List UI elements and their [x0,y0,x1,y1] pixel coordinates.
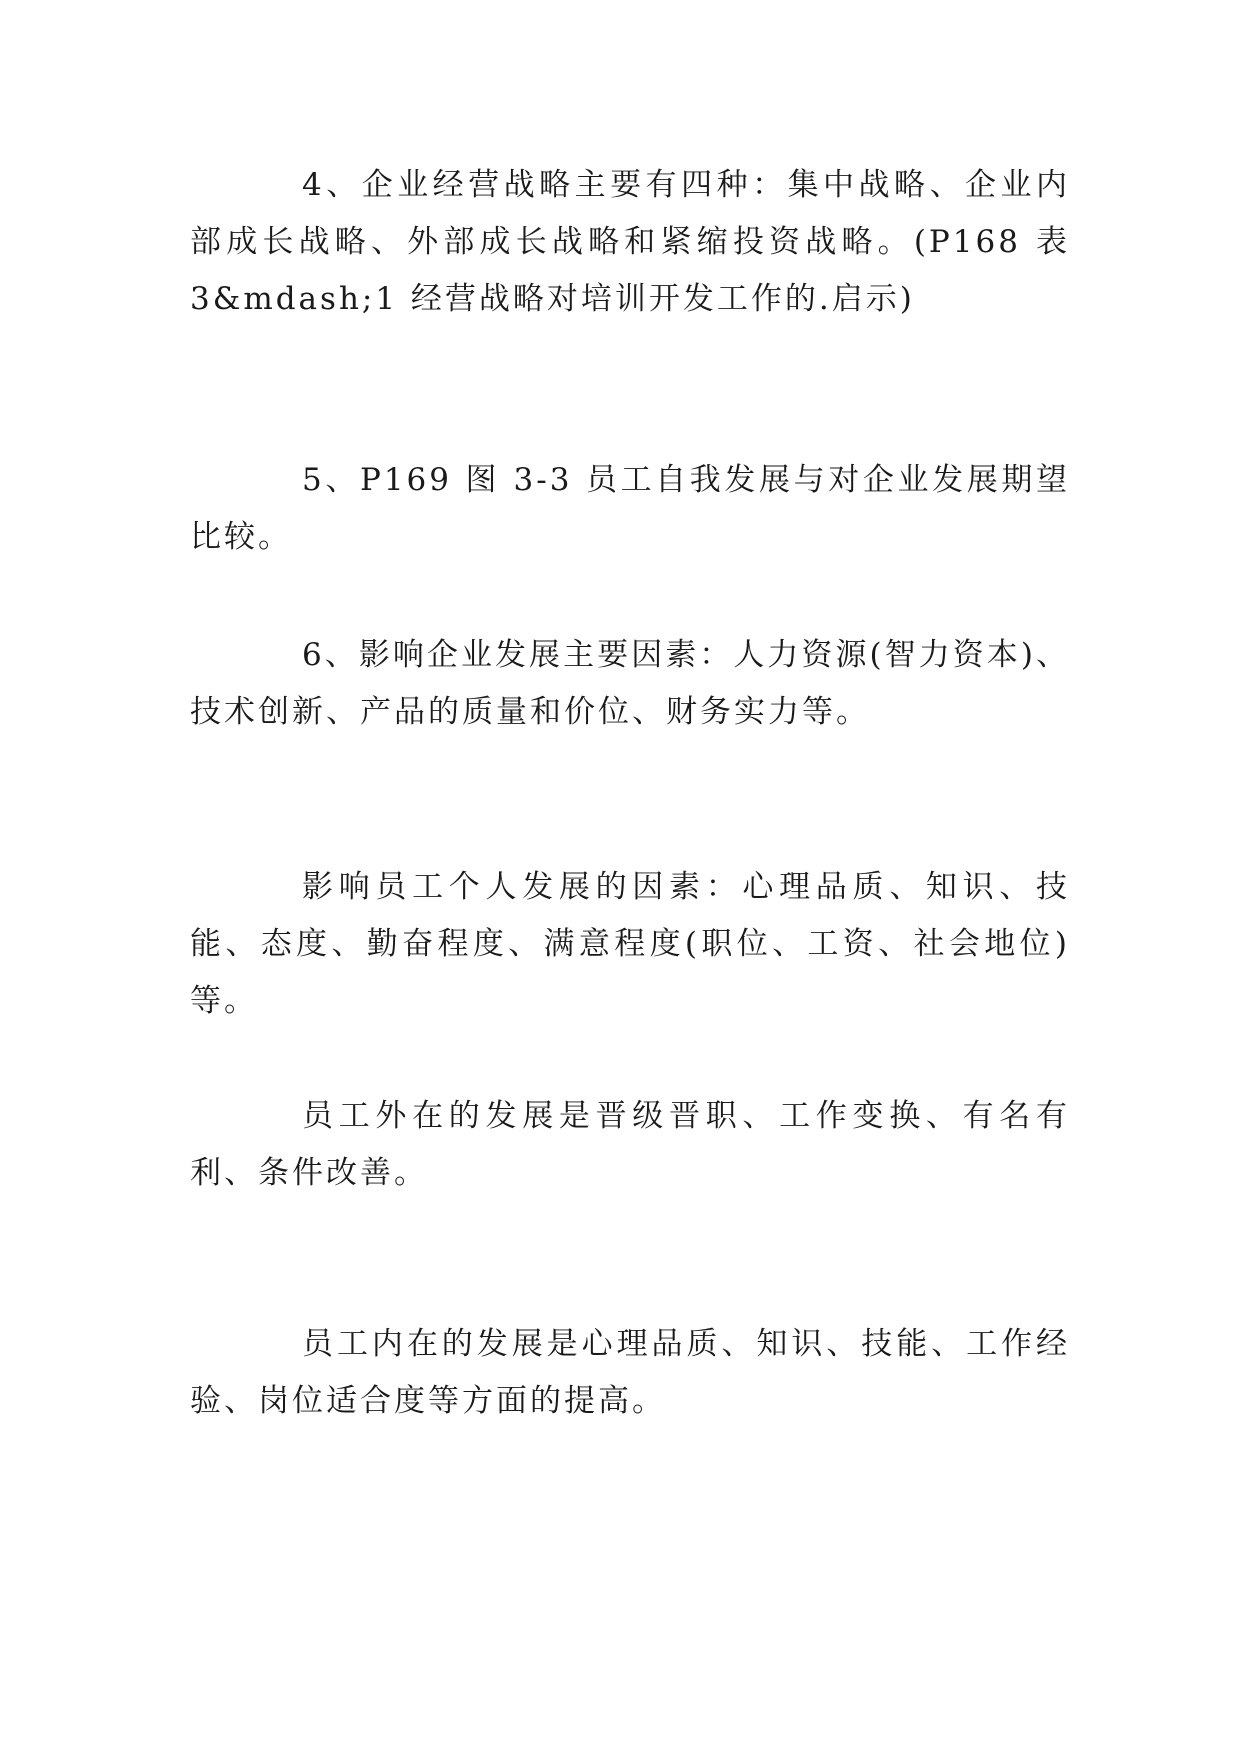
paragraph-personal-development-factors: 影响员工个人发展的因素：心理品质、知识、技能、态度、勤奋程度、满意程度(职位、工资、社会地位)等。 [190,869,1070,1019]
paragraph-business-strategies: 4、企业经营战略主要有四种：集中战略、企业内部成长战略、外部成长战略和紧缩投资战略。(P168 表3&mdash;1 经营战略对培训开发工作的.启示) [190,167,1070,317]
paragraph-enterprise-development-factors: 6、影响企业发展主要因素：人力资源(智力资本)、技术创新、产品的质量和价位、财务实力等。 [190,637,1070,730]
paragraph-internal-development: 员工内在的发展是心理品质、知识、技能、工作经验、岗位适合度等方面的提高。 [190,1326,1070,1419]
paragraph-external-development: 员工外在的发展是晋级晋职、工作变换、有名有利、条件改善。 [190,1098,1070,1191]
paragraph-employee-development-figure: 5、P169 图 3-3 员工自我发展与对企业发展期望比较。 [190,462,1070,555]
